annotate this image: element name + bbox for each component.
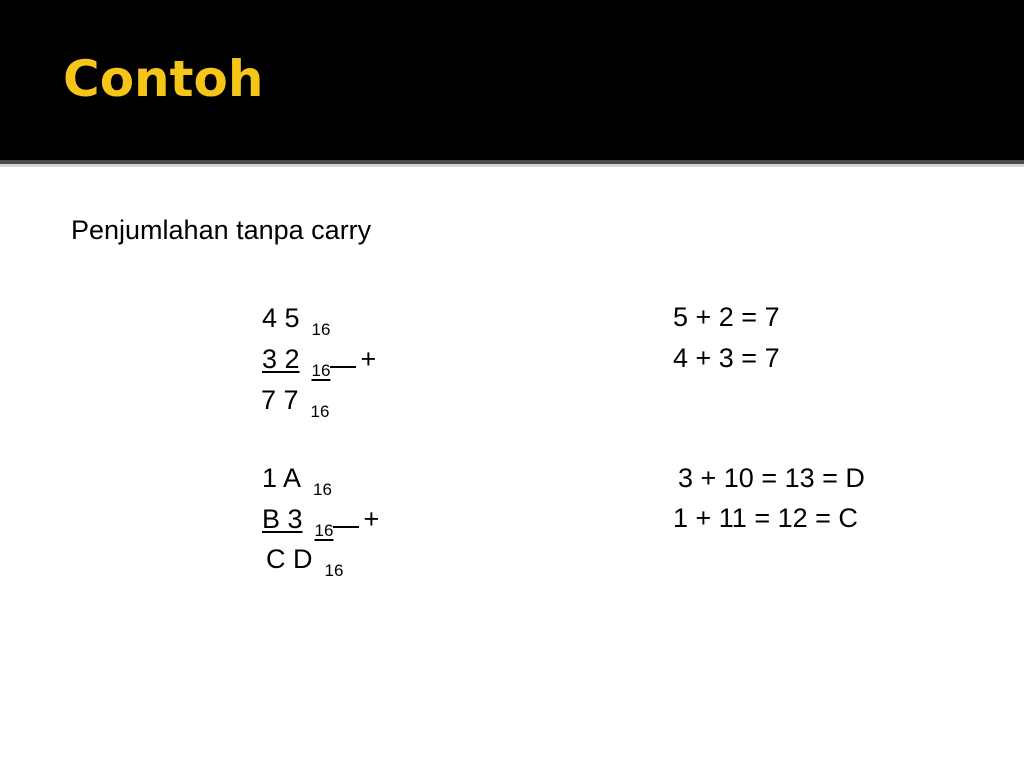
header-divider-light bbox=[0, 164, 1024, 167]
slide-header bbox=[0, 0, 1024, 160]
ex1-operand-1 bbox=[262, 302, 330, 338]
slide-title: Contoh bbox=[63, 50, 264, 108]
slide-subtitle: Penjumlahan tanpa carry bbox=[71, 215, 372, 245]
ex1-result-base: 16 bbox=[310, 402, 330, 421]
ex1-operand-1-digits: 4 5 bbox=[262, 303, 300, 333]
ex2-result-base: 16 bbox=[324, 561, 344, 580]
ex2-operand-1-base: 16 bbox=[313, 480, 332, 499]
ex2-operand-2 bbox=[262, 503, 379, 539]
ex2-result bbox=[266, 543, 343, 579]
ex2-operand-2-digits: B 3 bbox=[262, 504, 303, 534]
ex1-operand-2 bbox=[262, 343, 376, 379]
ex1-sum-rule bbox=[330, 344, 356, 368]
ex2-step-1: 3 + 10 = 13 = D bbox=[678, 463, 865, 493]
ex1-plus-sign: + bbox=[360, 344, 377, 374]
ex2-plus-sign: + bbox=[363, 504, 380, 534]
ex1-operand-2-base: 16 bbox=[311, 361, 331, 380]
ex2-operand-1 bbox=[262, 462, 332, 498]
ex2-step-2: 1 + 11 = 12 = C bbox=[673, 503, 858, 533]
ex2-operand-2-base: 16 bbox=[314, 521, 334, 540]
ex2-result-digits: C D bbox=[266, 544, 313, 574]
ex2-sum-rule bbox=[333, 504, 359, 528]
ex2-operand-1-digits: 1 A bbox=[262, 463, 302, 493]
ex1-operand-2-digits: 3 2 bbox=[262, 344, 300, 374]
ex1-step-1: 5 + 2 = 7 bbox=[673, 302, 780, 332]
ex1-step-2: 4 + 3 = 7 bbox=[673, 343, 780, 373]
ex1-result-digits: 7 7 bbox=[261, 385, 299, 415]
ex1-result bbox=[261, 384, 329, 420]
ex1-operand-1-base: 16 bbox=[311, 320, 331, 339]
